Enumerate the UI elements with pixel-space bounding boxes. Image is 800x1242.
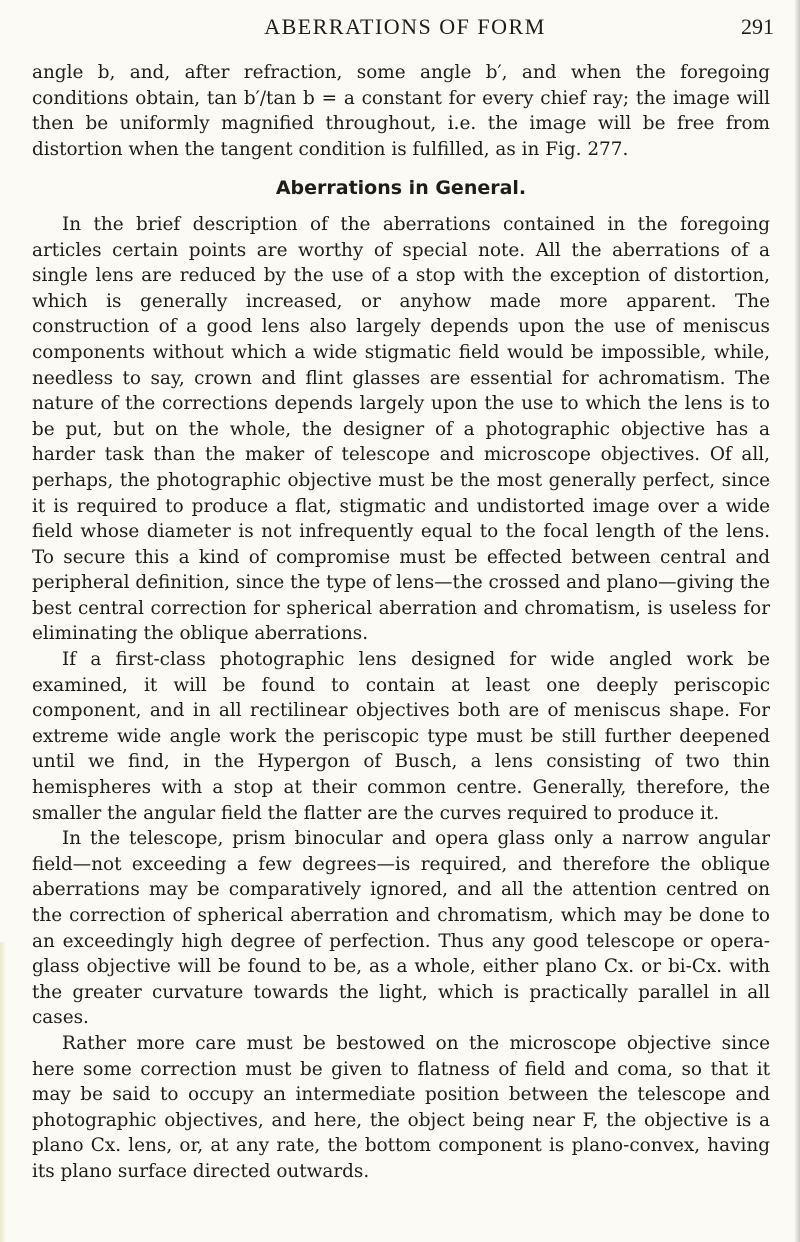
paragraph: If a first-class photographic lens designed for wide angled work be examined, it will be found to contain at least one deeply periscopic component, and in all rectilinear objectives both are of meniscus shape. For extreme wide angle work the periscopic type must be still further deepened until we find, in the Hypergon of Busch, a lens consisting of two thin hemispheres with a stop at their common centre. Generally, therefore, the smaller the angular field the flatter are the curves required to produce it.: [32, 649, 770, 824]
page-header: [30, 10, 780, 44]
page-edge-shadow: [794, 0, 800, 1242]
body-text: [32, 60, 770, 1185]
paragraph: In the brief description of the aberrations contained in the foregoing articles certain points are worthy of special note. All the aberrations of a single lens are reduced by the use of a stop with the exception of distortion, which is generally increased, or anyhow made more apparent. The construction of a good lens also largely depends upon the use of meniscus components without which a wide stigmatic field would be impossible, while, needless to say, crown and flint glasses are essential for achromatism. The nature of the corrections depends largely upon the use to which the lens is to be put, but on the whole, the designer of a photographic objective has a harder task than the maker of telescope and microscope objectives. Of all, perhaps, the photographic objective must be the most generally perfect, since it is required to produce a flat, stigmatic and undistorted image over a wide field whose diameter is not infrequently equal to the focal length of the lens. To secure this a kind of compromise must be effected between central and peripheral definition, since the type of lens—the crossed and plano—giving the best central correction for spherical aberration and chromatism, is useless for eliminating the oblique aberrations.: [32, 213, 770, 645]
paragraph: Rather more care must be bestowed on the microscope objective since here some correction must be given to flatness of field and coma, so that it may be said to occupy an intermediate position between the telescope and photographic objectives, and here, the object being near F, the objective is a plano Cx. lens, or, at any rate, the bottom component is plano-convex, having its plano surface directed outwards.: [32, 1032, 770, 1182]
paragraph-continued: angle b, and, after refraction, some angle b′, and when the foregoing conditions obtain, tan b′/tan b = a constant for every chief ray; the image will then be uniformly magnified throughout, i.e. the image will be free from distortion when the tangent condition is fulfilled, as in Fig. 277.: [32, 62, 770, 160]
running-head: ABERRATIONS OF FORM: [264, 14, 546, 39]
page-number: 291: [741, 14, 774, 39]
paragraph: In the telescope, prism binocular and opera glass only a narrow angular field—not exceeding a few degrees—is required, and therefore the oblique aberrations may be comparatively ignored, and all the attention centred on the correction of spherical aberration and chromatism, which may be done to an exceedingly high degree of perfection. Thus any good telescope or opera-glass objective will be found to be, as a whole, either plano Cx. or bi-Cx. with the greater curvature towards the light, which is practically parallel in all cases.: [32, 828, 770, 1029]
page-binding-shadow: [0, 942, 6, 1242]
section-heading: Aberrations in General.: [275, 177, 527, 200]
